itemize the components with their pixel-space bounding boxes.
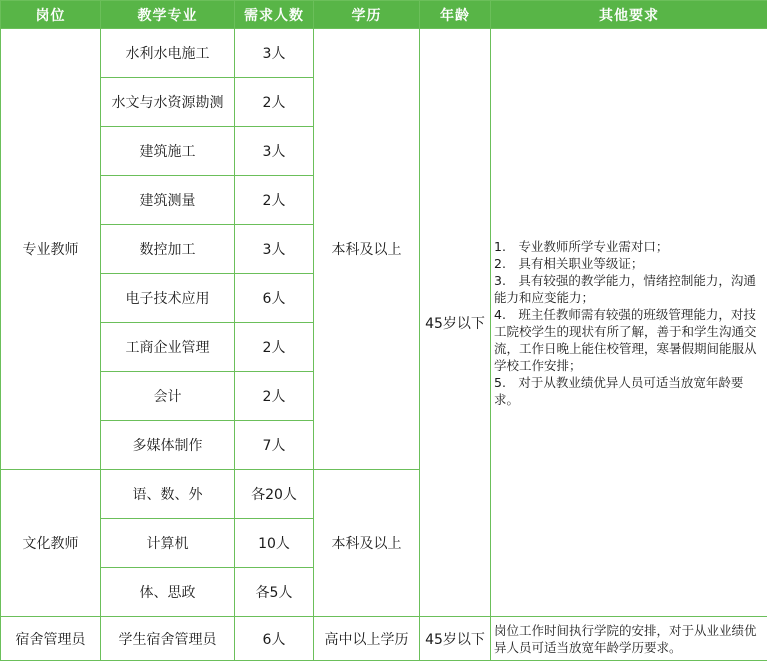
header-education: 学历 (314, 1, 420, 29)
requirement-item: 5. 对于从教业绩优异人员可适当放宽年龄要求。 (494, 374, 763, 408)
count-cell: 2人 (235, 176, 314, 225)
header-major: 教学专业 (101, 1, 235, 29)
table-row (1, 29, 767, 78)
education-cell: 高中以上学历 (314, 617, 420, 661)
header-age: 年龄 (420, 1, 491, 29)
position-cell: 宿舍管理员 (1, 617, 101, 661)
major-cell: 建筑测量 (101, 176, 235, 225)
major-cell: 建筑施工 (101, 127, 235, 176)
requirement-item: 4. 班主任教师需有较强的班级管理能力，对技工院校学生的现状有所了解，善于和学生沟通交流，工作日晚上能住校管理，寒暑假期间能服从学校工作安排； (494, 306, 763, 374)
count-cell: 各20人 (235, 470, 314, 519)
major-cell: 体、思政 (101, 568, 235, 617)
count-cell: 各5人 (235, 568, 314, 617)
major-cell: 水利水电施工 (101, 29, 235, 78)
header-requirements: 其他要求 (491, 1, 767, 29)
header-position: 岗位 (1, 1, 101, 29)
major-cell: 计算机 (101, 519, 235, 568)
count-cell: 3人 (235, 127, 314, 176)
position-cell: 专业教师 (1, 29, 101, 470)
major-cell: 电子技术应用 (101, 274, 235, 323)
count-cell: 3人 (235, 29, 314, 78)
major-cell: 水文与水资源勘测 (101, 78, 235, 127)
table-row (1, 617, 767, 661)
requirement-item: 3. 具有较强的教学能力，情绪控制能力，沟通能力和应变能力； (494, 272, 763, 306)
requirements-cell: 岗位工作时间执行学院的安排，对于从业业绩优异人员可适当放宽年龄学历要求。 (491, 617, 767, 661)
major-cell: 多媒体制作 (101, 421, 235, 470)
major-cell: 工商企业管理 (101, 323, 235, 372)
header-count: 需求人数 (235, 1, 314, 29)
position-cell: 文化教师 (1, 470, 101, 617)
major-cell: 语、数、外 (101, 470, 235, 519)
requirement-item: 2. 具有相关职业等级证； (494, 255, 763, 272)
major-cell: 会计 (101, 372, 235, 421)
count-cell: 7人 (235, 421, 314, 470)
requirement-item: 1. 专业教师所学专业需对口； (494, 238, 763, 255)
count-cell: 2人 (235, 323, 314, 372)
count-cell: 6人 (235, 617, 314, 661)
count-cell: 2人 (235, 78, 314, 127)
requirements-cell (491, 29, 767, 617)
age-cell: 45岁以下 (420, 29, 491, 617)
count-cell: 2人 (235, 372, 314, 421)
major-cell: 数控加工 (101, 225, 235, 274)
education-cell: 本科及以上 (314, 470, 420, 617)
education-cell: 本科及以上 (314, 29, 420, 470)
age-cell: 45岁以下 (420, 617, 491, 661)
major-cell: 学生宿舍管理员 (101, 617, 235, 661)
count-cell: 10人 (235, 519, 314, 568)
count-cell: 3人 (235, 225, 314, 274)
count-cell: 6人 (235, 274, 314, 323)
header-row (1, 1, 767, 29)
